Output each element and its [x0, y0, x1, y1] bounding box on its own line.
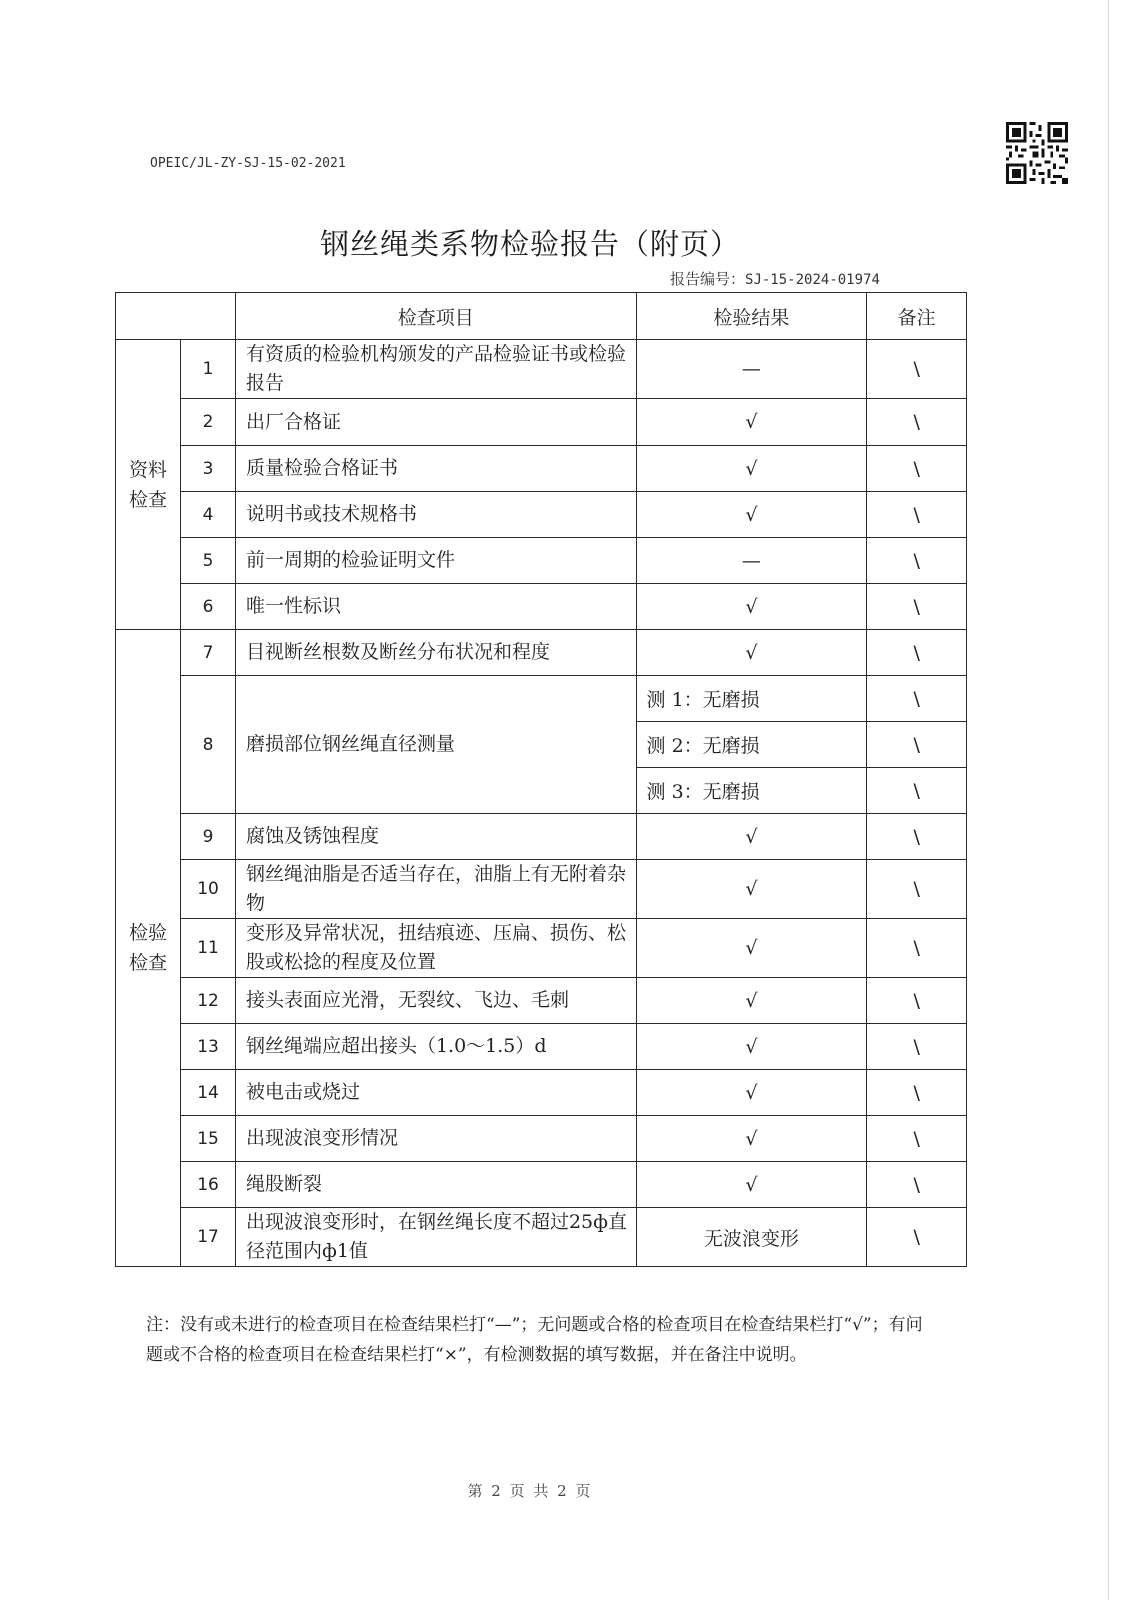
table-row — [116, 1024, 967, 1070]
row-result: — — [636, 538, 867, 584]
row-remark: \ — [867, 1116, 967, 1162]
row-remark: \ — [867, 1208, 967, 1267]
row-measurement-result: 测 3：无磨损 — [636, 768, 867, 814]
row-item: 磨损部位钢丝绳直径测量 — [235, 676, 636, 814]
row-result: √ — [636, 399, 867, 446]
table-row — [116, 919, 967, 978]
header-remark: 备注 — [867, 293, 967, 340]
row-number: 9 — [181, 814, 236, 860]
row-item: 质量检验合格证书 — [235, 446, 636, 492]
row-result: √ — [636, 860, 867, 919]
table-row — [116, 1162, 967, 1208]
row-number: 8 — [181, 676, 236, 814]
row-remark: \ — [867, 814, 967, 860]
header-item: 检查项目 — [235, 293, 636, 340]
row-remark: \ — [867, 340, 967, 399]
row-result: 无波浪变形 — [636, 1208, 867, 1267]
row-number: 1 — [181, 340, 236, 399]
table-row — [116, 1208, 967, 1267]
row-item: 有资质的检验机构颁发的产品检验证书或检验报告 — [235, 340, 636, 399]
inspection-table — [115, 292, 967, 1267]
row-remark: \ — [867, 446, 967, 492]
row-number: 11 — [181, 919, 236, 978]
row-measurement-result: 测 2：无磨损 — [636, 722, 867, 768]
row-result: √ — [636, 919, 867, 978]
row-number: 17 — [181, 1208, 236, 1267]
table-row — [116, 399, 967, 446]
row-remark: \ — [867, 538, 967, 584]
row-number: 6 — [181, 584, 236, 630]
row-item: 变形及异常状况，扭结痕迹、压扁、损伤、松股或松捻的程度及位置 — [235, 919, 636, 978]
row-result: √ — [636, 1070, 867, 1116]
row-item: 钢丝绳端应超出接头（1.0～1.5）d — [235, 1024, 636, 1070]
report-number-label: 报告编号： — [670, 270, 746, 288]
row-item: 钢丝绳油脂是否适当存在，油脂上有无附着杂物 — [235, 860, 636, 919]
row-remark: \ — [867, 676, 967, 722]
report-number — [670, 268, 880, 289]
row-item: 绳股断裂 — [235, 1162, 636, 1208]
row-item: 说明书或技术规格书 — [235, 492, 636, 538]
row-measurement-result: 测 1：无磨损 — [636, 676, 867, 722]
header-blank-cell — [116, 293, 236, 340]
row-item: 出现波浪变形情况 — [235, 1116, 636, 1162]
row-number: 3 — [181, 446, 236, 492]
row-number: 2 — [181, 399, 236, 446]
row-remark: \ — [867, 768, 967, 814]
row-item: 腐蚀及锈蚀程度 — [235, 814, 636, 860]
row-number: 13 — [181, 1024, 236, 1070]
row-item: 前一周期的检验证明文件 — [235, 538, 636, 584]
row-result: √ — [636, 492, 867, 538]
row-item: 接头表面应光滑，无裂纹、飞边、毛刺 — [235, 978, 636, 1024]
table-row — [116, 814, 967, 860]
header-result: 检验结果 — [636, 293, 867, 340]
row-result: √ — [636, 1116, 867, 1162]
row-remark: \ — [867, 399, 967, 446]
row-number: 10 — [181, 860, 236, 919]
row-number: 12 — [181, 978, 236, 1024]
footnote: 注：没有或未进行的检查项目在检查结果栏打“—”；无问题或合格的检查项目在检查结果栏打“√”；有问题或不合格的检查项目在检查结果栏打“×”，有检测数据的填写数据，并在备注中说明。 — [146, 1315, 923, 1365]
row-item: 出厂合格证 — [235, 399, 636, 446]
report-title: 钢丝绳类系物检验报告（附页） — [319, 227, 740, 261]
row-remark: \ — [867, 919, 967, 978]
row-number: 7 — [181, 630, 236, 676]
row-remark: \ — [867, 860, 967, 919]
table-row — [116, 978, 967, 1024]
group-label-line: 资料 — [129, 458, 168, 481]
row-number: 16 — [181, 1162, 236, 1208]
row-remark: \ — [867, 630, 967, 676]
table-header-row — [116, 293, 967, 340]
table-row — [116, 630, 967, 676]
group-label-line: 检验 — [129, 922, 168, 944]
row-result: √ — [636, 1024, 867, 1070]
row-result: √ — [636, 1162, 867, 1208]
row-result: √ — [636, 978, 867, 1024]
group-label-line: 检查 — [129, 952, 168, 974]
row-result: √ — [636, 584, 867, 630]
row-remark: \ — [867, 1070, 967, 1116]
report-number-value: SJ-15-2024-01974 — [745, 272, 880, 288]
row-result: √ — [636, 630, 867, 676]
row-remark: \ — [867, 722, 967, 768]
row-number: 14 — [181, 1070, 236, 1116]
group-label-inspection — [116, 630, 181, 1267]
row-number: 15 — [181, 1116, 236, 1162]
table-row — [116, 538, 967, 584]
row-result: — — [636, 340, 867, 399]
row-remark: \ — [867, 1162, 967, 1208]
row-item: 唯一性标识 — [235, 584, 636, 630]
row-number: 4 — [181, 492, 236, 538]
table-row — [116, 1070, 967, 1116]
table-row — [116, 492, 967, 538]
table-row — [116, 340, 967, 399]
qr-code-icon — [1006, 122, 1068, 184]
group-label-doc-check — [116, 340, 181, 630]
table-row — [116, 584, 967, 630]
row-remark: \ — [867, 1024, 967, 1070]
row-item: 被电击或烧过 — [235, 1070, 636, 1116]
row-number: 5 — [181, 538, 236, 584]
group-label-line: 检查 — [129, 488, 168, 511]
row-result: √ — [636, 446, 867, 492]
row-remark: \ — [867, 492, 967, 538]
page-edge-line — [1108, 0, 1109, 1600]
row-remark: \ — [867, 584, 967, 630]
row-remark: \ — [867, 978, 967, 1024]
page-number: 第 2 页 共 2 页 — [467, 1482, 593, 1500]
table-row — [116, 1116, 967, 1162]
table-row — [116, 446, 967, 492]
table-row — [116, 676, 967, 722]
row-item: 目视断丝根数及断丝分布状况和程度 — [235, 630, 636, 676]
row-result: √ — [636, 814, 867, 860]
row-item: 出现波浪变形时，在钢丝绳长度不超过25ф直径范围内ф1值 — [235, 1208, 636, 1267]
document-code: OPEIC/JL-ZY-SJ-15-02-2021 — [150, 156, 346, 171]
table-row — [116, 860, 967, 919]
